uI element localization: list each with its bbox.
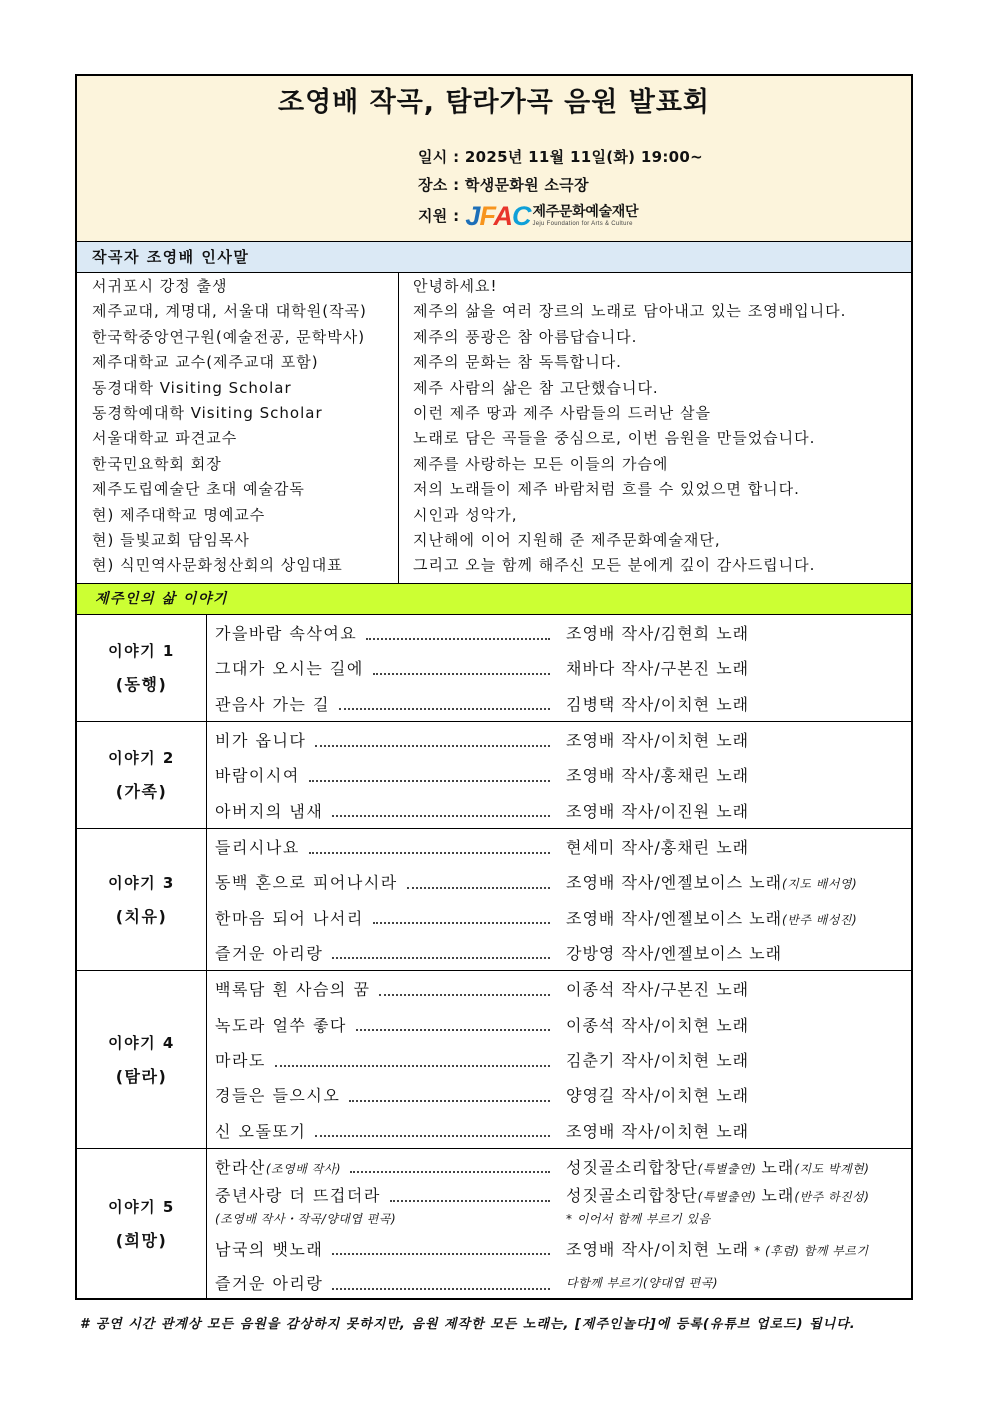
story-number: 이야기 1 (108, 642, 175, 660)
song-title: 그대가 오시는 길에 (215, 659, 364, 679)
greeting-line: 안녕하세요! (413, 277, 498, 295)
song-list (207, 1149, 911, 1298)
song-line (207, 829, 911, 864)
credit-tail-note: (반주 하진성) (794, 1190, 870, 1204)
dot-leader (349, 1100, 550, 1102)
sponsor-name-en: Jeju Foundation for Arts & Culture (532, 221, 633, 227)
song-title: 백록담 흰 사슴의 꿈 (215, 980, 371, 1000)
song-line (207, 615, 911, 650)
song-line (207, 1042, 911, 1077)
song-line (207, 650, 911, 685)
sponsor-name: 제주문화예술재단 (532, 204, 639, 220)
story-row (77, 1149, 911, 1298)
credit-note: (특별출연) (697, 1190, 757, 1204)
credit-text: 성짓골소리합창단 (566, 1157, 698, 1177)
credit-note: (특별출연) (697, 1161, 757, 1176)
greeting-line: 제주의 풍광은 참 아름답습니다. (413, 327, 638, 346)
sponsor-logo (465, 202, 638, 230)
song-credit: 다함께 부르기(양대엽 편곡) (566, 1276, 719, 1290)
credit-note: (반주 배성진) (782, 912, 858, 927)
title-text: 한라산 (215, 1157, 266, 1177)
song-line (207, 1113, 911, 1148)
bio-line: 서울대학교 파견교수 (92, 429, 238, 448)
bio-line: 동경대학 Visiting Scholar (92, 378, 292, 397)
song-credit (566, 1183, 911, 1206)
song-list (207, 829, 911, 970)
song-line (207, 686, 911, 721)
credit-note: * (후렴) 함께 부르기 (754, 1243, 869, 1258)
song-title: 비가 옵니다 (215, 731, 307, 751)
greeting-line: 그리고 오늘 함께 해주신 모든 분에게 깊이 감사드립니다. (413, 556, 816, 575)
dot-leader (309, 852, 550, 854)
song-line (207, 722, 911, 757)
song-credit: 김춘기 작사/이치현 노래 (566, 1051, 750, 1071)
composer-biography (77, 273, 399, 583)
story-theme: (가족) (115, 782, 168, 801)
dot-leader (339, 708, 550, 710)
song-line (207, 757, 911, 792)
song-credit: 조영배 작사/이진원 노래 (566, 801, 750, 821)
greeting-line: 지난해에 이어 지원해 준 제주문화예술재단, (413, 530, 721, 549)
dot-leader (332, 815, 550, 817)
composer-greeting (399, 273, 911, 583)
story-row (77, 829, 911, 971)
dot-leader (366, 638, 550, 640)
song-line (207, 900, 911, 935)
song-credit: 조영배 작사/홍채린 노래 (566, 766, 750, 786)
story-label (77, 829, 207, 970)
story-theme: (탐라) (115, 1066, 168, 1086)
dot-leader (390, 1200, 550, 1202)
story-row (77, 615, 911, 722)
greeting-section-header: 작곡자 조영배 인사말 (77, 242, 911, 273)
story-number: 이야기 3 (108, 873, 175, 892)
song-title: 즐거운 아리랑 (215, 1274, 324, 1293)
logo-wordmark (532, 205, 638, 227)
event-sponsor (418, 199, 703, 233)
dot-leader (309, 780, 550, 782)
song-line (207, 864, 911, 899)
story-label (77, 971, 207, 1148)
song-credit: 이종석 작사/이치현 노래 (566, 1015, 750, 1035)
song-credit (566, 1155, 911, 1178)
song-title: 들리시나요 (215, 838, 300, 858)
greeting-line: 이런 제주 땅과 제주 사람들의 드러난 살을 (413, 403, 711, 422)
dot-leader (356, 1029, 550, 1031)
credit-text: 조영배 작사/이치현 노래 (566, 1239, 750, 1259)
logo-letter-f: F (479, 201, 494, 231)
song-title: 관음사 가는 길 (215, 694, 330, 714)
greeting-line: 제주의 삶을 여러 장르의 노래로 담아내고 있는 조영배입니다. (413, 302, 847, 321)
story-row (77, 971, 911, 1149)
song-title (215, 1155, 341, 1178)
song-title: 바람이시여 (215, 766, 300, 786)
story-number: 이야기 2 (108, 749, 175, 767)
dot-leader (350, 1171, 550, 1173)
page-title: 조영배 작곡, 탐라가곡 음원 발표회 (277, 87, 710, 118)
footer-note: # 공연 시간 관계상 모든 음원을 감상하지 못하지만, 음원 제작한 모든 노래는, [제주인놀다]에 등록(유튜브 업로드) 됩니다. (80, 1317, 856, 1332)
song-credit: 양영길 작사/이치현 노래 (566, 1086, 750, 1106)
song-title: 경들은 들으시오 (215, 1086, 341, 1106)
song-credit: 김병택 작사/이치현 노래 (566, 694, 750, 714)
song-credit: 현세미 작사/홍채린 노래 (566, 838, 750, 858)
story-row (77, 722, 911, 829)
song-line (207, 1230, 911, 1266)
song-subline (207, 1206, 911, 1230)
bio-line: 서귀포시 강정 출생 (92, 277, 228, 295)
story-theme: (동행) (115, 675, 168, 694)
greeting-line: 제주를 사랑하는 모든 이들의 가슴에 (413, 454, 669, 473)
credit-text: 조영배 작사/엔젤보이스 노래 (566, 873, 783, 893)
song-credit: 조영배 작사/이치현 노래 (566, 1121, 750, 1141)
song-title: 남국의 뱃노래 (215, 1239, 324, 1259)
dot-leader (373, 673, 550, 675)
song-list (207, 971, 911, 1148)
logo-letter-a: A (493, 201, 512, 231)
dot-leader (332, 1288, 550, 1290)
logo-letter-c: C (511, 201, 531, 231)
song-title: 즐거운 아리랑 (215, 943, 324, 963)
greeting-line: 노래로 담은 곡들을 중심으로, 이번 음원을 만들었습니다. (413, 429, 816, 448)
dot-leader (275, 1065, 550, 1067)
logo-mark (465, 202, 530, 230)
sponsor-label: 지원 : (418, 207, 460, 225)
event-date: 일시 : 2025년 11월 11일(화) 19:00~ (418, 148, 703, 166)
dot-leader (332, 1253, 550, 1255)
song-credit (566, 870, 911, 893)
greeting-line: 시인과 성악가, (413, 505, 518, 524)
bio-line: 동경학예대학 Visiting Scholar (92, 403, 323, 422)
song-subnote: (조영배 작사・작곡/양대엽 편곡) (215, 1211, 397, 1226)
bio-line: 현) 식민역사문화청산회의 상임대표 (92, 556, 343, 575)
bio-line: 제주대학교 교수(제주교대 포함) (92, 353, 319, 372)
song-title: 마라도 (215, 1051, 266, 1071)
bio-line: 한국민요학회 회장 (92, 454, 222, 473)
dot-leader (373, 922, 550, 924)
song-title: 신 오돌또기 (215, 1121, 307, 1141)
song-title: 녹도라 얼쑤 좋다 (215, 1015, 347, 1035)
credit-text: 성짓골소리합창단 (566, 1186, 698, 1205)
story-theme: (치유) (115, 906, 168, 926)
bio-line: 현) 제주대학교 명예교수 (92, 505, 266, 524)
song-title: 중년사랑 더 뜨겁더라 (215, 1186, 381, 1205)
dot-leader (407, 887, 550, 889)
song-credit: 채바다 작사/구본진 노래 (566, 659, 750, 679)
story-label (77, 615, 207, 721)
bio-line: 제주교대, 계명대, 서울대 대학원(작곡) (92, 302, 367, 321)
greeting-line: 제주의 문화는 참 독특합니다. (413, 353, 622, 372)
song-credit: 조영배 작사/김현희 노래 (566, 624, 750, 644)
story-number: 이야기 4 (108, 1033, 175, 1052)
dot-leader (315, 745, 550, 747)
song-credit (566, 906, 911, 929)
greeting-line: 저의 노래들이 제주 바람처럼 흐를 수 있었으면 합니다. (413, 480, 800, 499)
bio-line: 현) 들빛교회 담임목사 (92, 530, 250, 549)
title-note: (조영배 작사) (265, 1161, 342, 1176)
event-info (418, 143, 703, 233)
logo-letter-j: J (465, 201, 480, 231)
credit-text: 조영배 작사/엔젤보이스 노래 (566, 908, 783, 928)
story-theme: (희망) (115, 1230, 168, 1250)
program-header (77, 76, 911, 242)
credit-tail: 노래 (761, 1186, 795, 1205)
credit-tail: 노래 (761, 1157, 795, 1177)
song-list (207, 615, 911, 721)
dot-leader (332, 957, 550, 959)
song-credit: 강방영 작사/엔젤보이스 노래 (566, 943, 783, 963)
stories-section-header: 제주인의 삶 이야기 (77, 584, 911, 615)
credit-tail-note: (지도 박계현) (794, 1161, 870, 1176)
event-venue: 장소 : 학생문화원 소극장 (418, 176, 589, 194)
song-title: 한마음 되어 나서리 (215, 908, 364, 928)
song-title: 가을바람 속삭여요 (215, 624, 358, 644)
song-line (207, 1149, 911, 1183)
bio-line: 한국학중앙연구원(예술전공, 문학박사) (92, 327, 366, 346)
song-line (207, 1006, 911, 1041)
program-sheet (75, 74, 913, 1300)
song-title: 아버지의 냄새 (215, 801, 324, 821)
song-line (207, 1077, 911, 1112)
song-line (207, 971, 911, 1006)
song-title: 동백 혼으로 피어나시라 (215, 873, 398, 893)
story-label (77, 722, 207, 828)
greeting-line: 제주 사람의 삶은 참 고단했습니다. (413, 378, 659, 397)
credit-note: (지도 배서영) (782, 877, 858, 892)
song-line (207, 793, 911, 828)
song-credit: 이종석 작사/구본진 노래 (566, 980, 750, 1000)
song-list (207, 722, 911, 828)
song-credit (566, 1237, 911, 1260)
song-credit: 조영배 작사/이치현 노래 (566, 731, 750, 751)
dot-leader (315, 1135, 550, 1137)
story-label (77, 1149, 207, 1298)
story-number: 이야기 5 (108, 1197, 175, 1216)
song-line (207, 935, 911, 970)
song-subnote-credit: * 이어서 함께 부르기 있음 (566, 1211, 711, 1226)
song-line (207, 1183, 911, 1206)
greeting-section (77, 273, 911, 584)
bio-line: 제주도립예술단 초대 예술감독 (92, 480, 305, 499)
dot-leader (379, 994, 550, 996)
song-line (207, 1266, 911, 1299)
